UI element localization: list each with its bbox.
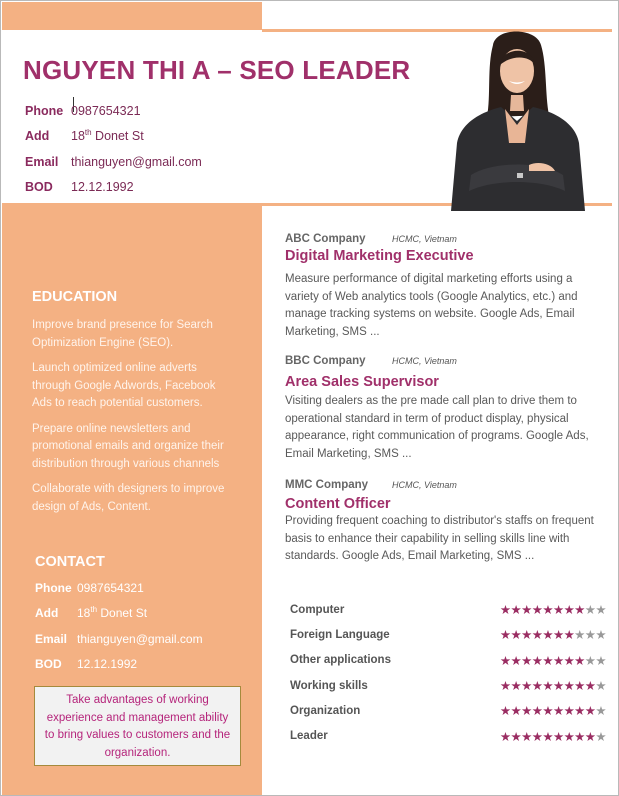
sidebar-contact-list <box>35 575 203 677</box>
star-filled-icon: ★ <box>510 703 522 719</box>
skill-name: Working skills <box>290 679 368 692</box>
company-name: ABC Company <box>285 233 366 245</box>
star-filled-icon: ★ <box>563 602 575 618</box>
star-filled-icon: ★ <box>563 678 575 694</box>
star-filled-icon: ★ <box>584 678 596 694</box>
star-filled-icon: ★ <box>531 627 543 643</box>
skill-name: Organization <box>290 704 361 717</box>
star-filled-icon: ★ <box>563 703 575 719</box>
star-filled-icon: ★ <box>531 652 543 668</box>
star-filled-icon: ★ <box>510 627 522 643</box>
header-contact-email <box>25 149 202 175</box>
contact-value: 0987654321 <box>77 580 144 595</box>
star-filled-icon: ★ <box>531 703 543 719</box>
skill-row <box>290 673 606 698</box>
contact-value: 0987654321 <box>71 103 141 118</box>
list-item: Improve brand presence for Search Optimization Engine (SEO). <box>32 319 213 349</box>
star-filled-icon: ★ <box>510 652 522 668</box>
contact-value: thianguyen@gmail.com <box>77 631 203 646</box>
list-item: Prepare online newsletters and promotional emails and organize their distribution through various channels <box>32 422 224 470</box>
header-contact-bod <box>25 175 202 201</box>
star-filled-icon: ★ <box>521 652 532 668</box>
skill-name: Other applications <box>290 654 391 667</box>
star-filled-icon: ★ <box>521 627 532 643</box>
job-description: Providing frequent coaching to distributor's staffs on frequent basis to enhance their capability in selling skills line with standards. Google Ads, Email Marketing, SMS ... <box>285 515 594 562</box>
skills-table <box>290 597 606 749</box>
job-description: Measure performance of digital marketing efforts using a variety of Web analytics tools (Google Analytics, etc.) and manage tracking systems on website. Google Ads, Email Marketing, SMS ... <box>285 273 578 338</box>
star-rating-icon <box>500 627 606 642</box>
contact-label: Add <box>25 129 50 144</box>
contact-label: Phone <box>35 580 72 595</box>
experience-entry <box>285 233 605 341</box>
star-filled-icon: ★ <box>552 728 564 744</box>
star-filled-icon: ★ <box>531 728 543 744</box>
contact-label: Email <box>35 631 68 646</box>
star-empty-icon: ★ <box>595 627 606 643</box>
star-filled-icon: ★ <box>574 728 585 744</box>
star-empty-icon: ★ <box>574 627 585 643</box>
star-filled-icon: ★ <box>574 703 585 719</box>
star-filled-icon: ★ <box>542 627 553 643</box>
company-name: BBC Company <box>285 355 366 367</box>
job-title: Area Sales Supervisor <box>285 374 439 390</box>
star-filled-icon: ★ <box>521 602 532 618</box>
skill-row <box>290 622 606 647</box>
star-filled-icon: ★ <box>521 678 532 694</box>
star-filled-icon: ★ <box>574 678 585 694</box>
education-heading: EDUCATION <box>32 289 118 305</box>
job-title: Content Officer <box>285 496 391 512</box>
contact-value: 18th Donet St <box>77 605 148 621</box>
skill-name: Foreign Language <box>290 628 390 641</box>
star-filled-icon: ★ <box>499 652 511 668</box>
star-filled-icon: ★ <box>584 703 596 719</box>
contact-heading: CONTACT <box>35 554 105 570</box>
star-filled-icon: ★ <box>552 678 564 694</box>
contact-label: Add <box>35 606 59 621</box>
job-location: HCMC, Vietnam <box>392 356 457 366</box>
page-title: NGUYEN THI A – SEO LEADER <box>23 55 411 85</box>
star-filled-icon: ★ <box>542 703 553 719</box>
profile-photo <box>441 25 591 211</box>
header-contact-list <box>25 98 202 200</box>
star-filled-icon: ★ <box>542 728 553 744</box>
star-filled-icon: ★ <box>510 678 522 694</box>
star-rating-icon <box>500 703 606 718</box>
job-location: HCMC, Vietnam <box>392 480 457 490</box>
star-filled-icon: ★ <box>510 602 522 618</box>
star-filled-icon: ★ <box>510 728 522 744</box>
star-filled-icon: ★ <box>531 602 543 618</box>
star-filled-icon: ★ <box>574 602 585 618</box>
skill-row <box>290 698 606 723</box>
star-filled-icon: ★ <box>552 652 564 668</box>
sidebar-contact-address <box>35 601 203 627</box>
star-empty-icon: ★ <box>584 602 596 618</box>
header-contact-phone <box>25 98 202 124</box>
contact-label: Email <box>25 154 59 169</box>
star-filled-icon: ★ <box>563 728 575 744</box>
star-filled-icon: ★ <box>584 728 596 744</box>
star-filled-icon: ★ <box>499 678 511 694</box>
star-filled-icon: ★ <box>552 627 564 643</box>
star-filled-icon: ★ <box>552 703 564 719</box>
sidebar-contact-bod <box>35 652 203 678</box>
sidebar-contact-phone <box>35 575 203 601</box>
contact-label: BOD <box>25 180 53 195</box>
contact-label: BOD <box>35 657 62 672</box>
list-item: Collaborate with designers to improve design of Ads, Content. <box>32 483 225 513</box>
star-empty-icon: ★ <box>595 678 606 694</box>
star-filled-icon: ★ <box>499 703 511 719</box>
job-description: Visiting dealers as the pre made call plan to drive them to operational standard in term of product display, physical appearance, right communication of programs. Google Ads, Email Marketing, SMS ... <box>285 395 589 460</box>
star-rating-icon <box>500 653 606 668</box>
star-empty-icon: ★ <box>595 652 606 668</box>
star-filled-icon: ★ <box>531 678 543 694</box>
star-filled-icon: ★ <box>563 652 575 668</box>
education-list <box>32 317 237 524</box>
star-filled-icon: ★ <box>499 728 511 744</box>
experience-entry <box>285 479 605 566</box>
list-item: Launch optimized online adverts through Google Adwords, Facebook Ads to reach potential customers. <box>32 362 216 409</box>
star-empty-icon: ★ <box>595 703 606 719</box>
star-filled-icon: ★ <box>552 602 564 618</box>
contact-value: 12.12.1992 <box>71 180 134 195</box>
star-empty-icon: ★ <box>584 652 596 668</box>
experience-entry <box>285 355 605 463</box>
contact-value: 18th Donet St <box>71 128 144 144</box>
star-empty-icon: ★ <box>584 627 596 643</box>
star-filled-icon: ★ <box>574 652 585 668</box>
skill-row <box>290 597 606 622</box>
star-rating-icon <box>500 678 606 693</box>
star-filled-icon: ★ <box>499 602 511 618</box>
star-filled-icon: ★ <box>563 627 575 643</box>
skill-name: Leader <box>290 730 328 743</box>
company-name: MMC Company <box>285 479 369 491</box>
skill-name: Computer <box>290 603 345 616</box>
contact-label: Phone <box>25 103 64 118</box>
contact-value: thianguyen@gmail.com <box>71 154 202 169</box>
objective-quote-box: Take advantages of working experience and management ability to bring values to customers and the organization. <box>34 686 241 766</box>
star-rating-icon <box>500 602 606 617</box>
star-empty-icon: ★ <box>595 728 606 744</box>
job-title: Digital Marketing Executive <box>285 248 474 264</box>
job-location: HCMC, Vietnam <box>392 234 457 244</box>
star-rating-icon <box>500 729 606 744</box>
contact-value: 12.12.1992 <box>77 657 138 672</box>
skill-row <box>290 723 606 748</box>
star-filled-icon: ★ <box>542 602 553 618</box>
skill-row <box>290 648 606 673</box>
star-filled-icon: ★ <box>499 627 511 643</box>
star-filled-icon: ★ <box>521 728 532 744</box>
star-empty-icon: ★ <box>595 602 606 618</box>
header-contact-address <box>25 124 202 150</box>
star-filled-icon: ★ <box>521 703 532 719</box>
sidebar-contact-email <box>35 626 203 652</box>
star-filled-icon: ★ <box>542 678 553 694</box>
star-filled-icon: ★ <box>542 652 553 668</box>
top-accent-band <box>2 2 262 30</box>
